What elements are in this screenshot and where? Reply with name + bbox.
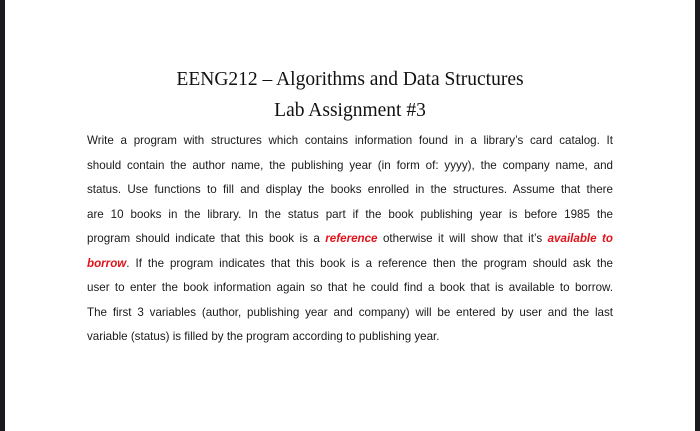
text-run: should contain the author name, the publishing year (in form of: yyyy), the company name, and (87, 158, 613, 172)
text-run: variable (status) is filled by the program according to publishing year. (87, 330, 440, 343)
right-screen-border (695, 0, 700, 431)
text-run: are 10 books in the library. In the status part if the book publishing year is before 1985 the (87, 207, 613, 221)
highlight-available-to: available to (547, 232, 613, 245)
paragraph-line (87, 129, 613, 154)
text-run: The first 3 variables (author, publishing year and company) will be entered by user and the last (87, 305, 613, 319)
text-run: . If the program indicates that this book is a reference then the program should ask the (126, 256, 613, 270)
paragraph-line (87, 325, 613, 350)
highlight-borrow: borrow (87, 256, 127, 270)
text-run: user to enter the book information again so that he could find a book that is available to borrow. (87, 281, 613, 294)
paragraph-line (87, 301, 613, 326)
paragraph-line (87, 154, 613, 179)
paragraph-line (87, 252, 613, 277)
paragraph-line (87, 227, 613, 252)
document-title: EENG212 – Algorithms and Data Structures (176, 69, 524, 90)
text-run: otherwise it will show that it’s (377, 232, 548, 245)
assignment-paragraph (87, 129, 613, 350)
document-subtitle: Lab Assignment #3 (274, 100, 426, 121)
text-run: status. Use functions to fill and display the books enrolled in the structures. Assume that there (87, 183, 613, 196)
text-run: program should indicate that this book is a (87, 232, 326, 245)
paragraph-line (87, 276, 613, 301)
paragraph-line (87, 203, 613, 228)
text-run: Write a program with structures which contains information found in a library’s card catalog. It (87, 134, 613, 147)
paragraph-line (87, 178, 613, 203)
document-page (5, 0, 695, 431)
highlight-reference: reference (325, 232, 378, 245)
